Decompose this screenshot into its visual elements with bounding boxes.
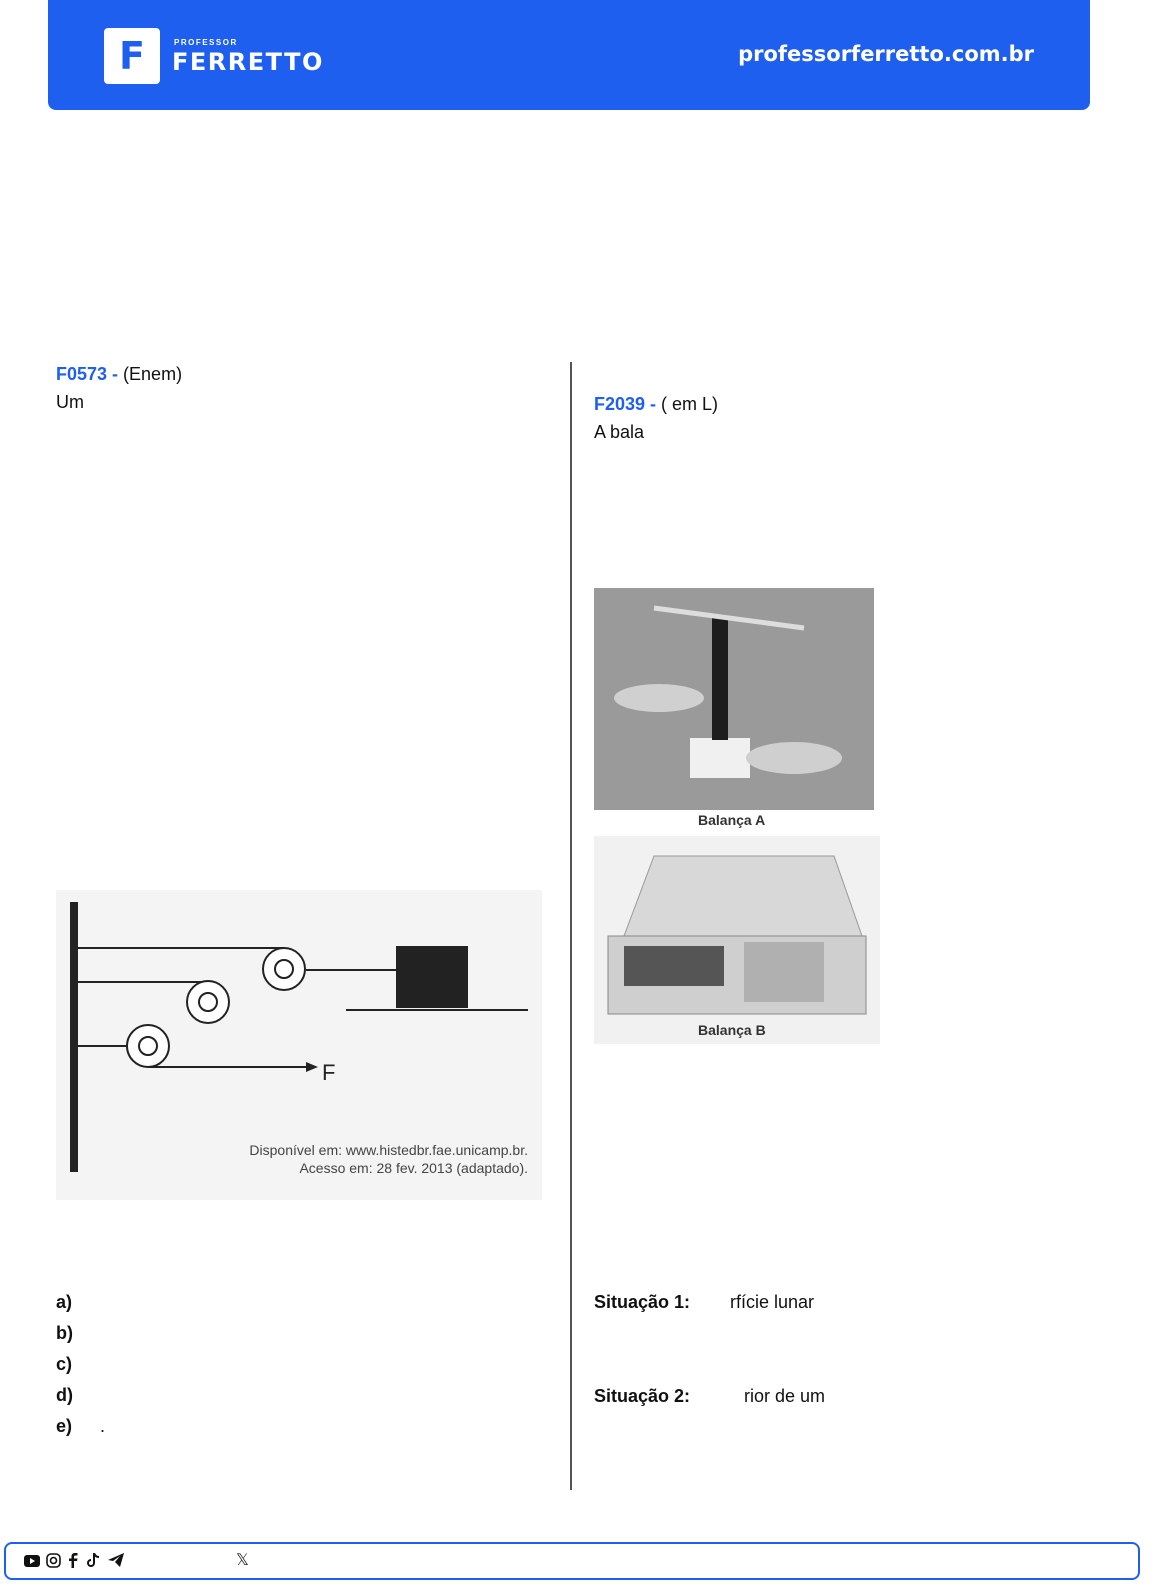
site-link[interactable]: professorferretto.com.br bbox=[738, 42, 1034, 66]
situation-1-label: Situação 1: bbox=[594, 1292, 691, 1312]
youtube-icon[interactable] bbox=[24, 1554, 40, 1568]
question-header-right bbox=[594, 394, 718, 415]
situation-1-text: rfície lunar bbox=[730, 1292, 815, 1312]
option-d[interactable]: d) bbox=[56, 1385, 73, 1405]
column-divider bbox=[570, 362, 572, 1490]
option-e[interactable]: e) bbox=[56, 1416, 73, 1436]
scale-a-label: Balança A bbox=[698, 812, 766, 828]
situation-2-label: Situação 2: bbox=[594, 1386, 691, 1406]
digital-scale-image bbox=[594, 836, 880, 1044]
scale-b-label: Balança B bbox=[698, 1022, 766, 1038]
option-e-text: . bbox=[100, 1416, 106, 1436]
x-icon[interactable]: 𝕏 bbox=[236, 1552, 249, 1569]
option-b[interactable]: b) bbox=[56, 1323, 73, 1343]
logo-icon bbox=[104, 28, 160, 84]
tiktok-icon[interactable] bbox=[86, 1553, 100, 1568]
logo-letter: F bbox=[119, 34, 145, 78]
logo-subtitle: PROFESSOR bbox=[174, 38, 238, 47]
pulley-figure bbox=[56, 890, 542, 1200]
figure-credit: Disponível em: www.histedbr.fae.unicamp.br. bbox=[249, 1142, 528, 1158]
question-source: (Enem) bbox=[118, 364, 183, 384]
logo-title: FERRETTO bbox=[172, 48, 324, 76]
question-text: Um bbox=[56, 392, 84, 412]
question-text: A bala bbox=[594, 422, 645, 442]
option-c[interactable]: c) bbox=[56, 1354, 73, 1374]
option-a[interactable]: a) bbox=[56, 1292, 73, 1312]
footer-bar bbox=[4, 1542, 1140, 1580]
question-source: ( em L) bbox=[656, 394, 719, 414]
telegram-icon[interactable] bbox=[108, 1553, 124, 1567]
situation-2-text: rior de um bbox=[744, 1386, 826, 1406]
header-banner bbox=[48, 0, 1090, 110]
facebook-icon[interactable] bbox=[68, 1553, 78, 1568]
instagram-icon[interactable] bbox=[46, 1553, 61, 1568]
question-header-left bbox=[56, 364, 182, 385]
question-code: F0573 - bbox=[56, 364, 119, 384]
question-code: F2039 - bbox=[594, 394, 657, 414]
figure-credit-date: Acesso em: 28 fev. 2013 (adaptado). bbox=[299, 1160, 528, 1176]
balance-scale-image bbox=[594, 588, 874, 810]
force-label: F bbox=[322, 1060, 336, 1085]
